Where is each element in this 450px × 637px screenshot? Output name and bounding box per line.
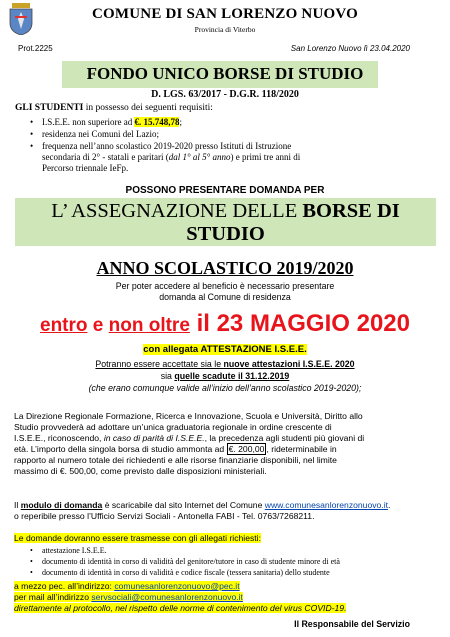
assegnazione-title: L’ ASSEGNAZIONE DELLE BORSE DI STUDIO <box>51 200 400 245</box>
municipality-title: COMUNE DI SAN LORENZO NUOVO <box>92 6 358 22</box>
form-paragraph: Il modulo di domanda è scaricabile dal sito Internet del Comune www.comunesanlorenzonuovo.it. o reperibile presso l’Ufficio Servizi Sociali - Antonella FABI - Tel. 0763/7268211. <box>14 500 391 521</box>
attachment-required: con allegata ATTESTAZIONE I.S.E.E. <box>143 344 307 355</box>
law-references: D. LGS. 63/2017 - D.G.R. 118/2020 <box>151 89 299 100</box>
pec-link[interactable]: comunesanlorenzonuovo@pec.it <box>114 581 240 591</box>
attachments-heading: Le domande dovranno essere trasmesse con gli allegati richiesti: <box>14 533 261 543</box>
pec-line: a mezzo pec. all’indirizzo: comunesanlorenzonuovo@pec.it <box>14 581 240 591</box>
website-link[interactable]: www.comunesanlorenzonuovo.it <box>264 500 388 510</box>
mail-line: per mail all’indirizzo servsociali@comunesanlorenzonuovo.it <box>14 592 243 602</box>
signature: Il Responsabile del Servizio <box>294 619 410 629</box>
place-date: San Lorenzo Nuovo lì 23.04.2020 <box>290 44 410 53</box>
deadline: entro e non oltre il 23 MAGGIO 2020 <box>40 310 410 337</box>
fund-title: FONDO UNICO BORSE DI STUDIO <box>86 64 364 83</box>
validity-note: (che erano comunque valide all’inizio dell’anno scolastico 2019-2020); <box>88 383 362 393</box>
accepted-attestations: Potranno essere accettate sia le nuove attestazioni I.S.E.E. 2020 <box>95 359 355 369</box>
requirement-attendance: • frequenza nell’anno scolastico 2019-2020 presso Istituti di Istruzione secondaria di 2° - statali e paritari (dal 1° al 5° anno) e primi tre anni di Percorso triennale IeFp. <box>30 141 301 173</box>
expired-attestations: sia quelle scadute il 31.12.2019 <box>160 371 290 381</box>
requirement-residence: • residenza nei Comuni del Lazio; <box>30 129 159 139</box>
attachment-item: • attestazione I.S.E.E. <box>30 546 107 555</box>
protocol-number: Prot.2225 <box>18 44 53 53</box>
school-year: ANNO SCOLASTICO 2019/2020 <box>96 258 354 278</box>
requirement-isee: • I.S.E.E. non superiore ad €. 15.748,78; <box>30 117 182 127</box>
students-lead: GLI STUDENTI in possesso dei seguenti requisiti: <box>15 103 213 113</box>
protocol-line: direttamente al protocollo, nel rispetto delle norme di contenimento del virus COVID-19. <box>14 603 347 613</box>
possono-heading: POSSONO PRESENTARE DOMANDA PER <box>125 185 325 196</box>
email-link[interactable]: servsociali@comunesanlorenzonuovo.it <box>91 592 243 602</box>
province-subtitle: Provincia di Viterbo <box>194 25 256 34</box>
region-paragraph: La Direzione Regionale Formazione, Ricerca e Innovazione, Scuola e Università, Diritto allo Studio provvederà ad adottare un’unica graduatoria regionale in ordine crescente di I.S.E.E., riconoscendo, in caso di parità di I.S.E.E., la precedenza agli studenti più giovani di età. L’importo della singola borsa di studio ammonta ad €. 200,00 , rideterminabile in rapporto al numero totale dei richiedenti e alle risorse finanziarie disponibili, nel limite massimo di €. 500,00, come previsto dalle disposizioni ministeriali. <box>14 411 365 476</box>
attachment-item: • documento di identità in corso di validità del genitore/tutore in caso di studente minore di età <box>30 557 340 566</box>
attachment-item: • documento di identità in corso di validità e codice fiscale (tessera sanitaria) dello studente <box>30 568 330 577</box>
eligibility-note: Per poter accedere al beneficio è necessario presentare domanda al Comune di residenza <box>115 281 335 302</box>
